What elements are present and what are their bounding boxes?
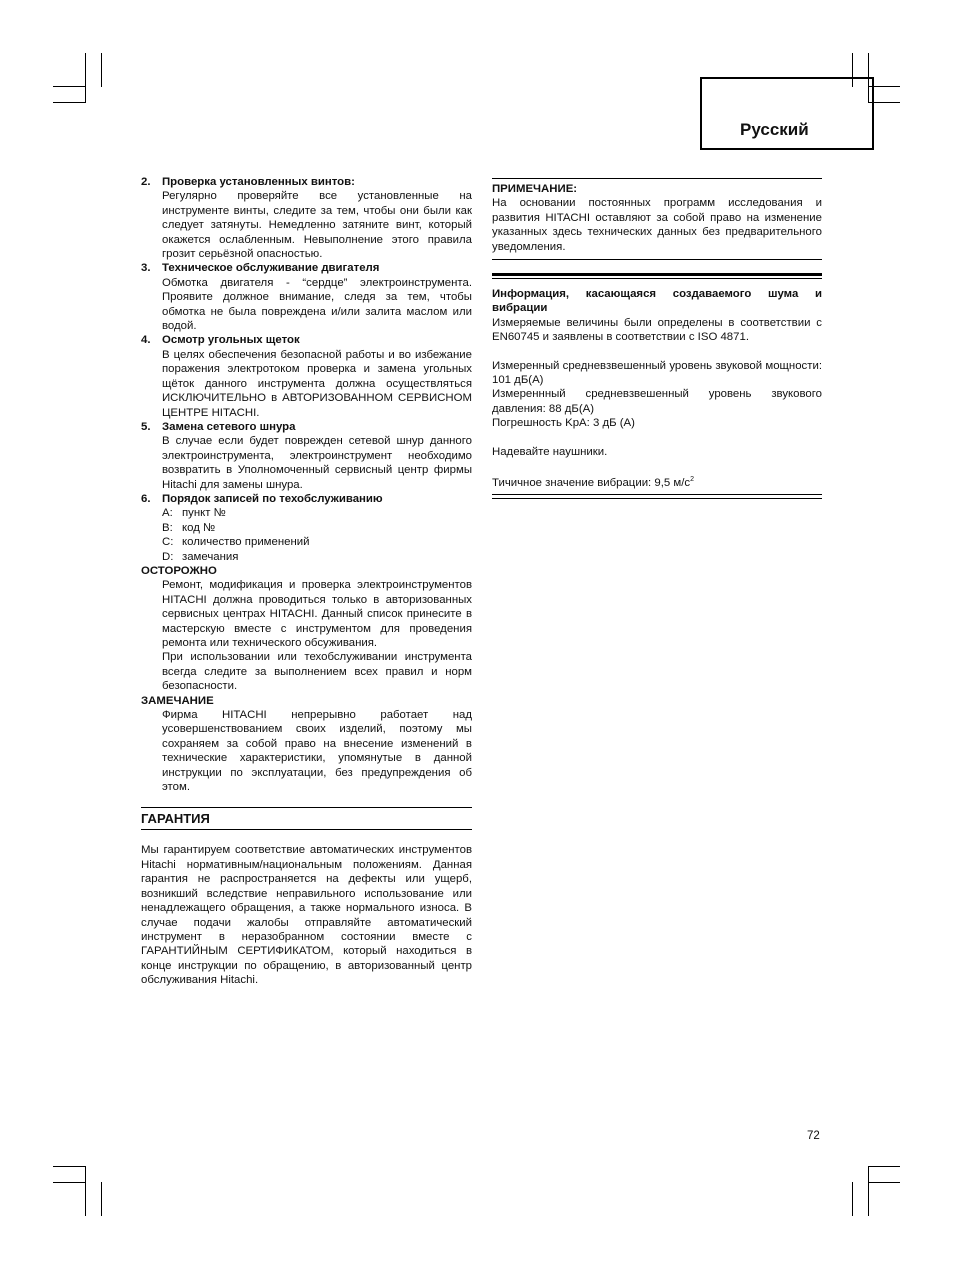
vibration-exponent: 2 (690, 476, 694, 484)
record-row (162, 550, 383, 564)
warranty-body: Мы гарантируем соответствие автоматических инструментов Hitachi нормативным/национальным положениям. Данная гарантия не распространяется на дефекты или ущерб, возникший вследствие неправильного использование или ненадлежащего обращения, а также нормального износа. В случае подачи жалобы отправляйте автоматический инструмент в неразобранном состоянии вместе с ГАРАНТИЙНЫМ СЕРТИФИКАТОМ, который находиться в конце инструкции по обращению, в авторизованный центр обслуживания Hitachi. (141, 844, 472, 987)
record-key: C: (162, 536, 174, 549)
item-title: Техническое обслуживание двигателя (162, 262, 380, 275)
language-box (700, 77, 874, 150)
note-title: ПРИМЕЧАНИЕ: (492, 183, 578, 195)
maintenance-item (141, 333, 472, 419)
record-row (162, 506, 383, 520)
record-key: D: (162, 550, 174, 563)
caution-title: ОСТОРОЖНО (141, 564, 217, 577)
sound-power: Измеренный средневзвешенный уровень звуковой мощности: 101 дБ(A) (492, 359, 822, 387)
note-body: На основании постоянных программ исследования и развития HITACHI оставляют за собой право на изменение указанных здесь технических данных без предварительного уведомления. (492, 197, 822, 253)
crop-mark (101, 53, 102, 87)
divider (492, 498, 822, 499)
crop-mark (868, 1166, 869, 1216)
maintenance-item (141, 175, 472, 261)
record-text: количество применений (182, 536, 310, 549)
item-number: 6. (141, 492, 151, 505)
item-body: В случае если будет поврежден сетевой шнур данного электроинструмента, электроинструмент необходимо возвратить в Уполномоченный сервисный центр фирмы Hitachi для замены шнура. (162, 435, 472, 491)
item-body: Обмотка двигателя - “сердце” электроинструмента. Проявите должное внимание, следя за тем, чтобы обмотка не была повреждена и/или залита маслом или водой. (162, 276, 472, 333)
page-number: 72 (807, 1130, 820, 1142)
item-number: 2. (141, 176, 151, 188)
remark-title: ЗАМЕЧАНИЕ (141, 694, 214, 707)
item-title: Замена сетевого шнура (162, 420, 296, 433)
caution-paragraph: Ремонт, модификация и проверка электроинструментов HITACHI должна проводиться только в авторизованных сервисных центрах HITACHI. Данный список принесите в мастерскую вместе с инструментом для проведения ремонта или технического обсуживания. (162, 579, 472, 649)
maintenance-item (141, 261, 472, 333)
ear-protection: Надевайте наушники. (492, 445, 608, 458)
record-text: пункт № (182, 507, 226, 520)
vibration-label: Тичичное значение вибрации: 9,5 м/с (492, 476, 691, 489)
sound-pressure: Измереннный средневзвешенный уровень звукового давления: 88 дБ(A) (492, 388, 822, 415)
crop-mark (85, 53, 86, 103)
record-list (162, 506, 383, 564)
crop-mark (53, 86, 85, 87)
divider (492, 273, 822, 276)
record-key: A: (162, 507, 173, 520)
item-title: Осмотр угольных щеток (162, 334, 300, 347)
divider (492, 259, 822, 260)
record-key: B: (162, 521, 173, 534)
caution-paragraph: При использовании или техобслуживании инструмента всегда следите за выполнением всех правил и норм безопасности. (162, 651, 472, 693)
item-number: 4. (141, 334, 151, 347)
maintenance-item (141, 420, 472, 492)
record-row (162, 521, 383, 535)
item-body: В целях обеспечения безопасной работы и во избежание поражения электротоком проверка и замена угольных щёток данного инструмента должна осуществляться ИСКЛЮЧИТЕЛЬНО в АВТОРИЗОВАННОМ СЕРВИСНОМ ЦЕНТРЕ HITACHI. (162, 348, 472, 419)
maintenance-item (141, 492, 472, 564)
remark-body: Фирма HITACHI непрерывно работает над усовершенствованием своих изделий, поэтому мы сохраняем за собой право на внесение изменений в технические характеристики, упомянутые в данной инструкции по эксплуатации, без предупреждения об этом. (162, 709, 472, 794)
noise-title: Информация, касающаяся создаваемого шума и вибрации (492, 288, 822, 315)
crop-mark (53, 1166, 85, 1167)
crop-mark (852, 1182, 853, 1216)
record-row (162, 535, 383, 549)
vibration-value (492, 473, 822, 490)
right-column (492, 178, 822, 499)
crop-mark (101, 1182, 102, 1216)
language-label: Русский (740, 120, 809, 139)
divider (492, 494, 822, 495)
crop-mark (53, 102, 85, 103)
warranty-heading: ГАРАНТИЯ (141, 807, 472, 830)
crop-mark (868, 1166, 900, 1167)
crop-mark (868, 1182, 900, 1183)
record-text: замечания (182, 550, 239, 563)
record-text: код № (182, 521, 216, 534)
crop-mark (85, 1166, 86, 1216)
crop-mark (53, 1182, 85, 1183)
noise-intro: Измеряемые величины были определены в соответствии с EN60745 и заявлены в соответствии с ISO 4871. (492, 316, 822, 344)
uncertainty: Погрешность KpA: 3 дБ (A) (492, 417, 635, 430)
left-column (141, 175, 472, 988)
item-number: 5. (141, 420, 151, 433)
item-title: Порядок записей по техобслуживанию (162, 492, 383, 505)
divider (492, 278, 822, 279)
item-body: Регулярно проверяйте все установленные на инструменте винты, следите за тем, чтобы они были как следует затянуты. Немедленно затяните винт, который окажется ослабленным. Невыполнение этого правила грозит серьёзной опасностью. (162, 190, 472, 261)
item-title: Проверка установленных винтов: (162, 176, 355, 188)
item-number: 3. (141, 262, 151, 275)
